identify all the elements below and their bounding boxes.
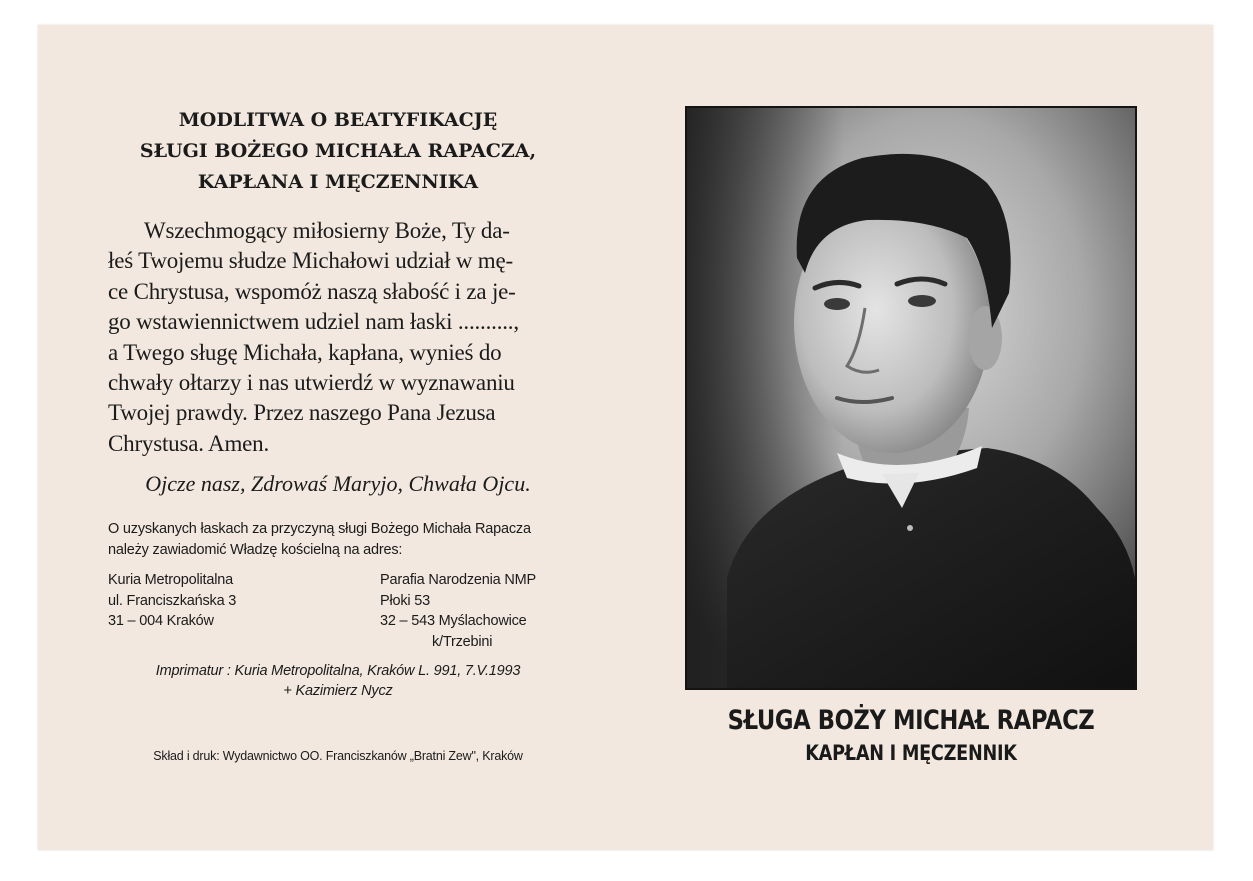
prayer-title: [108, 105, 568, 198]
prayer-line: Wszechmogący miłosierny Boże, Ty da-: [144, 218, 510, 243]
prayer-line: chwały ołtarzy i nas utwierdź w wyznawaniu: [108, 370, 515, 396]
title-line: KAPŁANA I MĘCZENNIKA: [197, 171, 479, 193]
address-line: ul. Franciszkańska 3: [108, 592, 237, 609]
caption-name: SŁUGA BOŻY MICHAŁ RAPACZ: [727, 705, 1095, 736]
litany-line: Ojcze nasz, Zdrowaś Maryjo, Chwała Ojcu.: [145, 471, 531, 497]
address-parish: [380, 570, 536, 652]
imprimatur-line: Imprimatur : Kuria Metropolitalna, Kraków L. 991, 7.V.1993: [155, 663, 521, 680]
address-line: 32 – 543 Myślachowice: [380, 613, 527, 630]
address-line: Płoki 53: [380, 592, 430, 609]
printer-credit: Skład i druk: Wydawnictwo OO. Franciszkanów „Bratni Zew", Kraków: [153, 749, 523, 764]
prayer-line: ce Chrystusa, wspomóż naszą słabość i za je-: [108, 278, 516, 304]
prayer-line: a Twego sługę Michała, kapłana, wynieś do: [108, 339, 502, 365]
prayer-line: łeś Twojemu słudze Michałowi udział w mę-: [108, 248, 513, 274]
caption-role: KAPŁAN I MĘCZENNIK: [805, 741, 1017, 765]
address-line: Kuria Metropolitalna: [108, 572, 233, 589]
title-line: MODLITWA O BEATYFIKACJĘ: [178, 109, 498, 131]
imprimatur: [108, 661, 568, 701]
prayer-line: Twojej prawdy. Przez naszego Pana Jezusa: [108, 400, 496, 426]
addresses: [108, 570, 568, 654]
address-line: k/Trzebini: [432, 633, 493, 650]
prayer-body: [108, 216, 568, 459]
imprimatur-line: + Kazimierz Nycz: [283, 683, 393, 700]
notice-line: należy zawiadomić Władzę kościelną na adres:: [108, 542, 403, 559]
prayer-line: go wstawiennictwem udziel nam łaski ..........,: [108, 309, 519, 335]
graces-notice: [108, 519, 568, 561]
title-line: SŁUGI BOŻEGO MICHAŁA RAPACZA,: [139, 140, 537, 162]
prayer-line: Chrystusa. Amen.: [108, 430, 269, 456]
address-line: 31 – 004 Kraków: [108, 613, 214, 630]
address-curia: [108, 570, 236, 632]
notice-line: O uzyskanych łaskach za przyczyną sługi Bożego Michała Rapacza: [108, 521, 531, 538]
prayer-text-column: [108, 105, 568, 763]
portrait-image: [687, 108, 1135, 688]
portrait-photo: [685, 106, 1137, 690]
address-line: Parafia Narodzenia NMP: [380, 572, 536, 589]
prayer-card: [38, 25, 1213, 850]
portrait-caption: [685, 705, 1137, 765]
